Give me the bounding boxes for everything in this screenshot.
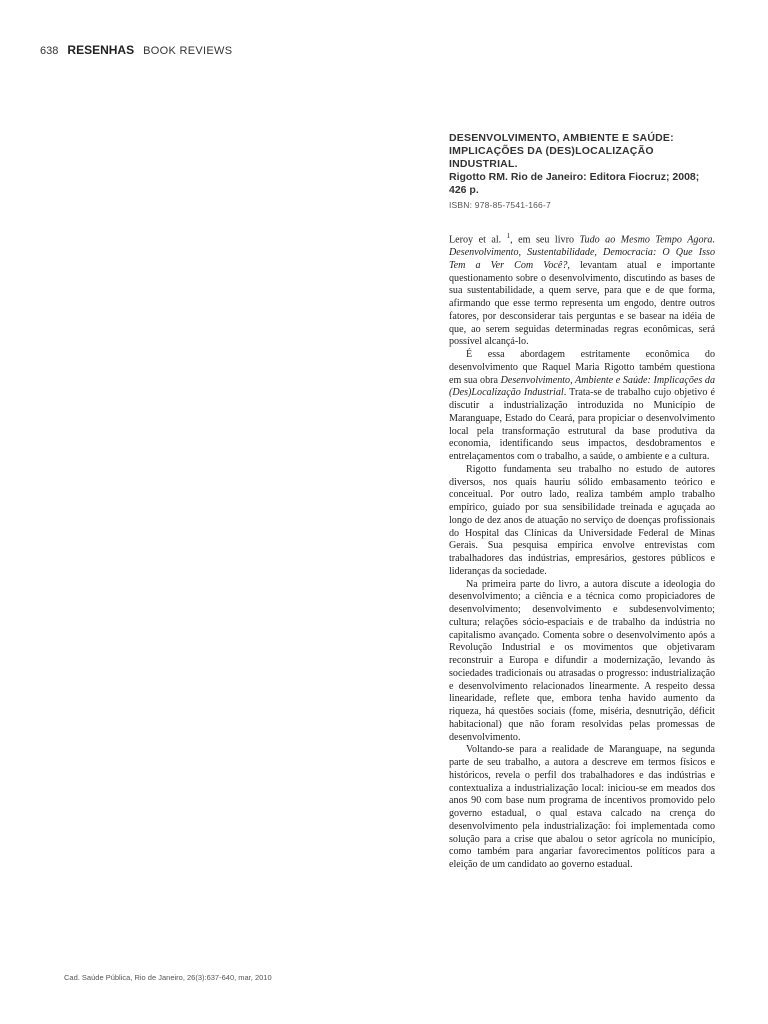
paragraph-1 (449, 230, 715, 349)
p2-book-title-italic: Desenvolvimento, Ambiente e Saúde: Implicações da (Des)Localização Industrial (449, 374, 715, 399)
p1-text-c: , levantam atual e importante questionamento sobre o desenvolvimento, discutindo as bases de sua sustentabilidade, a quem serve, para que e de que forma, afirmando que esse termo representa um engodo, dentre outros fatores, por desconsiderar tais perguntas e se basear na idéia de que, ao serem seguidas determinadas regras econômicas, será possível alcançá-lo. (449, 259, 715, 348)
footer-citation: Cad. Saúde Pública, Rio de Janeiro, 26(3):637-640, mar, 2010 (64, 973, 272, 982)
p1-text-b: , em seu livro (510, 234, 580, 246)
paragraph-5: Voltando-se para a realidade de Maranguape, na segunda parte de seu trabalho, a autora a descreve em termos físicos e históricos, revela o perfil dos trabalhadores e das indústrias e contextualiza a industrialização local: iniciou-se em meados dos anos 90 com base num programa de incentivos promovido pelo governo estadual, o qual estava calcado na crença do desenvolvimento pela industrialização: foi implementada como solução para a crise que abalou o setor agrícola no município, como também para angariar favorecimentos políticos para a eleição de um candidato ao governo estadual. (449, 744, 715, 871)
book-title: DESENVOLVIMENTO, AMBIENTE E SAÚDE: IMPLICAÇÕES DA (DES)LOCALIZAÇÃO INDUSTRIAL. (449, 132, 674, 170)
p1-text-a: Leroy et al. (449, 234, 507, 246)
p2-text-a: É essa abordagem estritamente econômica do desenvolvimento que Raquel Maria Rigotto também questiona em sua obra (449, 349, 715, 386)
book-isbn: ISBN: 978-85-7541-166-7 (449, 200, 551, 210)
page-number: 638 (40, 45, 59, 57)
reference-superscript: 1 (506, 232, 511, 240)
section-subtitle: BOOK REVIEWS (143, 45, 233, 57)
paragraph-3: Rigotto fundamenta seu trabalho no estudo de autores diversos, nos quais hauriu sólido embasamento teórico e conceitual. Por outro lado, realiza também amplo trabalho empírico, guiado por sua sensibilidade treinada e aguçada ao longo de dez anos de atuação no serviço de doenças profissionais do Hospital das Clínicas da Universidade Federal de Minas Gerais. Sua pesquisa empírica envolve entrevistas com trabalhadores das indústrias, empresários, gestores públicos e lideranças da sociedade. (449, 463, 715, 577)
section-title: RESENHAS (67, 43, 135, 57)
paragraph-4: Na primeira parte do livro, a autora discute a ideologia do desenvolvimento; a ciência e a técnica como propiciadores de desenvolvimento; desenvolvimento e subdesenvolvimento; cultura; relações sócio-espaciais e de trabalho da indústria no capitalismo avançado. Comenta sobre o desenvolvimento após a Revolução Industrial e os movimentos que objetivaram reconstruir a Europa e difundir a modernização, levando às sociedades tradicionais ou atrasadas o progresso: industrialização e desenvolvimento relacionados linearmente. A respeito dessa linearidade, reflete que, embora tenha havido aumento da riqueza, há questões sociais (fome, miséria, desnutrição, déficit habitacional) que não foram resolvidas pelas promessas de desenvolvimento. (449, 578, 715, 743)
paragraph-2 (449, 349, 715, 464)
review-column (449, 132, 715, 872)
book-citation: Rigotto RM. Rio de Janeiro: Editora Fiocruz; 2008; 426 p. (449, 171, 700, 196)
p1-book-title-italic: Tudo ao Mesmo Tempo Agora. Desenvolvimento, Sustentabilidade, Democracia: O Que Isso Tem a Ver Com Você? (449, 234, 715, 271)
running-header (40, 43, 232, 57)
p2-text-b: . Trata-se de trabalho cujo objetivo é discutir a industrialização introduzida no Município de Maranguape, Estado do Ceará, para propiciar o desenvolvimento local pela transformação estrutural da base produtiva da economia, identificando seus impactos, desdobramentos e entrelaçamentos com o trabalho, a saúde, o ambiente e a cultura. (449, 387, 715, 463)
